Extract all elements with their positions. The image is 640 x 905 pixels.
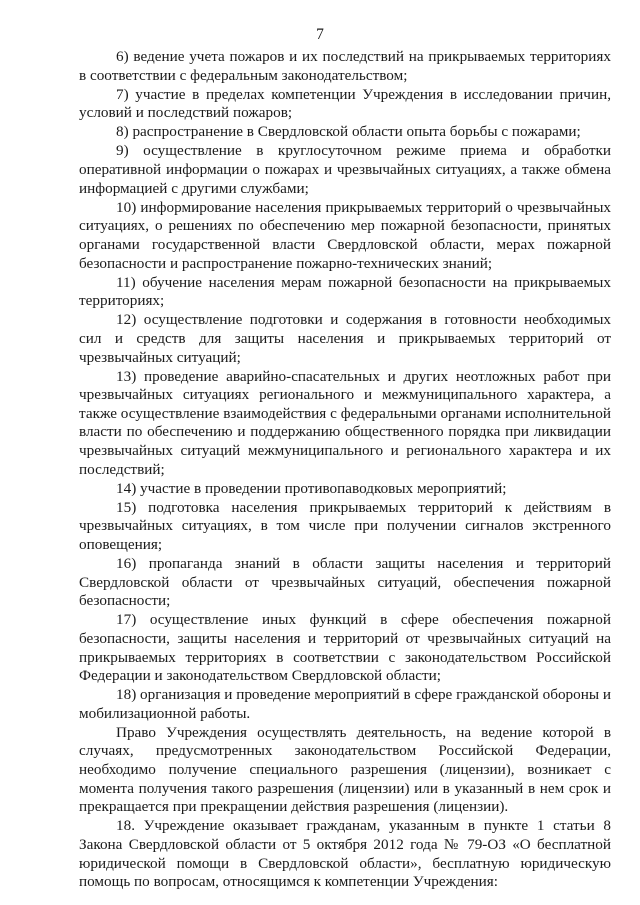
section-18-paragraph: 18. Учреждение оказывает гражданам, указанным в пункте 1 статьи 8 Закона Свердловской области от 5 октября 2012 года № 79-ОЗ «О бесплатной юридической помощи в Свердловской области», бесплатную юридическую помощь по вопросам, относящимся к компетенции Учреждения:: [79, 817, 611, 891]
list-item-11: 11) обучение населения мерам пожарной безопасности на прикрываемых территориях;: [79, 273, 611, 310]
list-item-17: 17) осуществление иных функций в сфере обеспечения пожарной безопасности, защиты населения и территорий от чрезвычайных ситуаций на прикрываемых территориях в соответствии с законодательством Российской Федерации и законодательством Свердловской области;: [79, 611, 611, 685]
list-item-15: 15) подготовка населения прикрываемых территорий к действиям в чрезвычайных ситуациях, в том числе при получении сигналов экстренного оповещения;: [79, 498, 611, 553]
list-item-8: 8) распространение в Свердловской области опыта борьбы с пожарами;: [116, 123, 581, 141]
list-item-13: 13) проведение аварийно-спасательных и других неотложных работ при чрезвычайных ситуациях регионального и межмуниципального характера, а также осуществление взаимодействия с федеральными органами исполнительной власти по обеспечению и поддержанию общественного порядка при ликвидации чрезвычайных ситуаций межмуниципального и регионального характера и их последствий;: [79, 367, 611, 478]
list-item-14: 14) участие в проведении противопаводковых мероприятий;: [116, 479, 507, 497]
list-item-16: 16) пропаганда знаний в области защиты населения и территорий Свердловской области от чрезвычайных ситуаций, обеспечения пожарной безопасности;: [79, 555, 611, 610]
list-item-9: 9) осуществление в круглосуточном режиме приема и обработки оперативной информации о пожарах и чрезвычайных ситуациях, а также обмена информацией с другими службами;: [79, 142, 611, 197]
page-number: 7: [316, 26, 324, 43]
list-item-12: 12) осуществление подготовки и содержания в готовности необходимых сил и средств для защиты населения и прикрываемых территорий от чрезвычайных ситуаций;: [79, 311, 611, 366]
list-item-18: 18) организация и проведение мероприятий в сфере гражданской обороны и мобилизационной работы.: [79, 686, 611, 722]
list-item-10: 10) информирование населения прикрываемых территорий о чрезвычайных ситуациях, о решениях по обеспечению мер пожарной безопасности, принятых органами государственной власти Свердловской области, мерах пожарной безопасности и распространение пожарно-технических знаний;: [79, 198, 611, 272]
document-body: [79, 48, 611, 892]
list-item-7: 7) участие в пределах компетенции Учреждения в исследовании причин, условий и последствий пожаров;: [79, 85, 611, 122]
license-paragraph: Право Учреждения осуществлять деятельность, на ведение которой в случаях, предусмотренных законодательством Российской Федерации, необходимо получение специального разрешения (лицензии), возникает с момента получения такого разрешения (лицензии) или в указанный в нем срок и прекращается при прекращении действия разрешения (лицензии).: [79, 723, 611, 816]
list-item-6: 6) ведение учета пожаров и их последствий на прикрываемых территориях в соответствии с федеральным законодательством;: [79, 48, 611, 84]
